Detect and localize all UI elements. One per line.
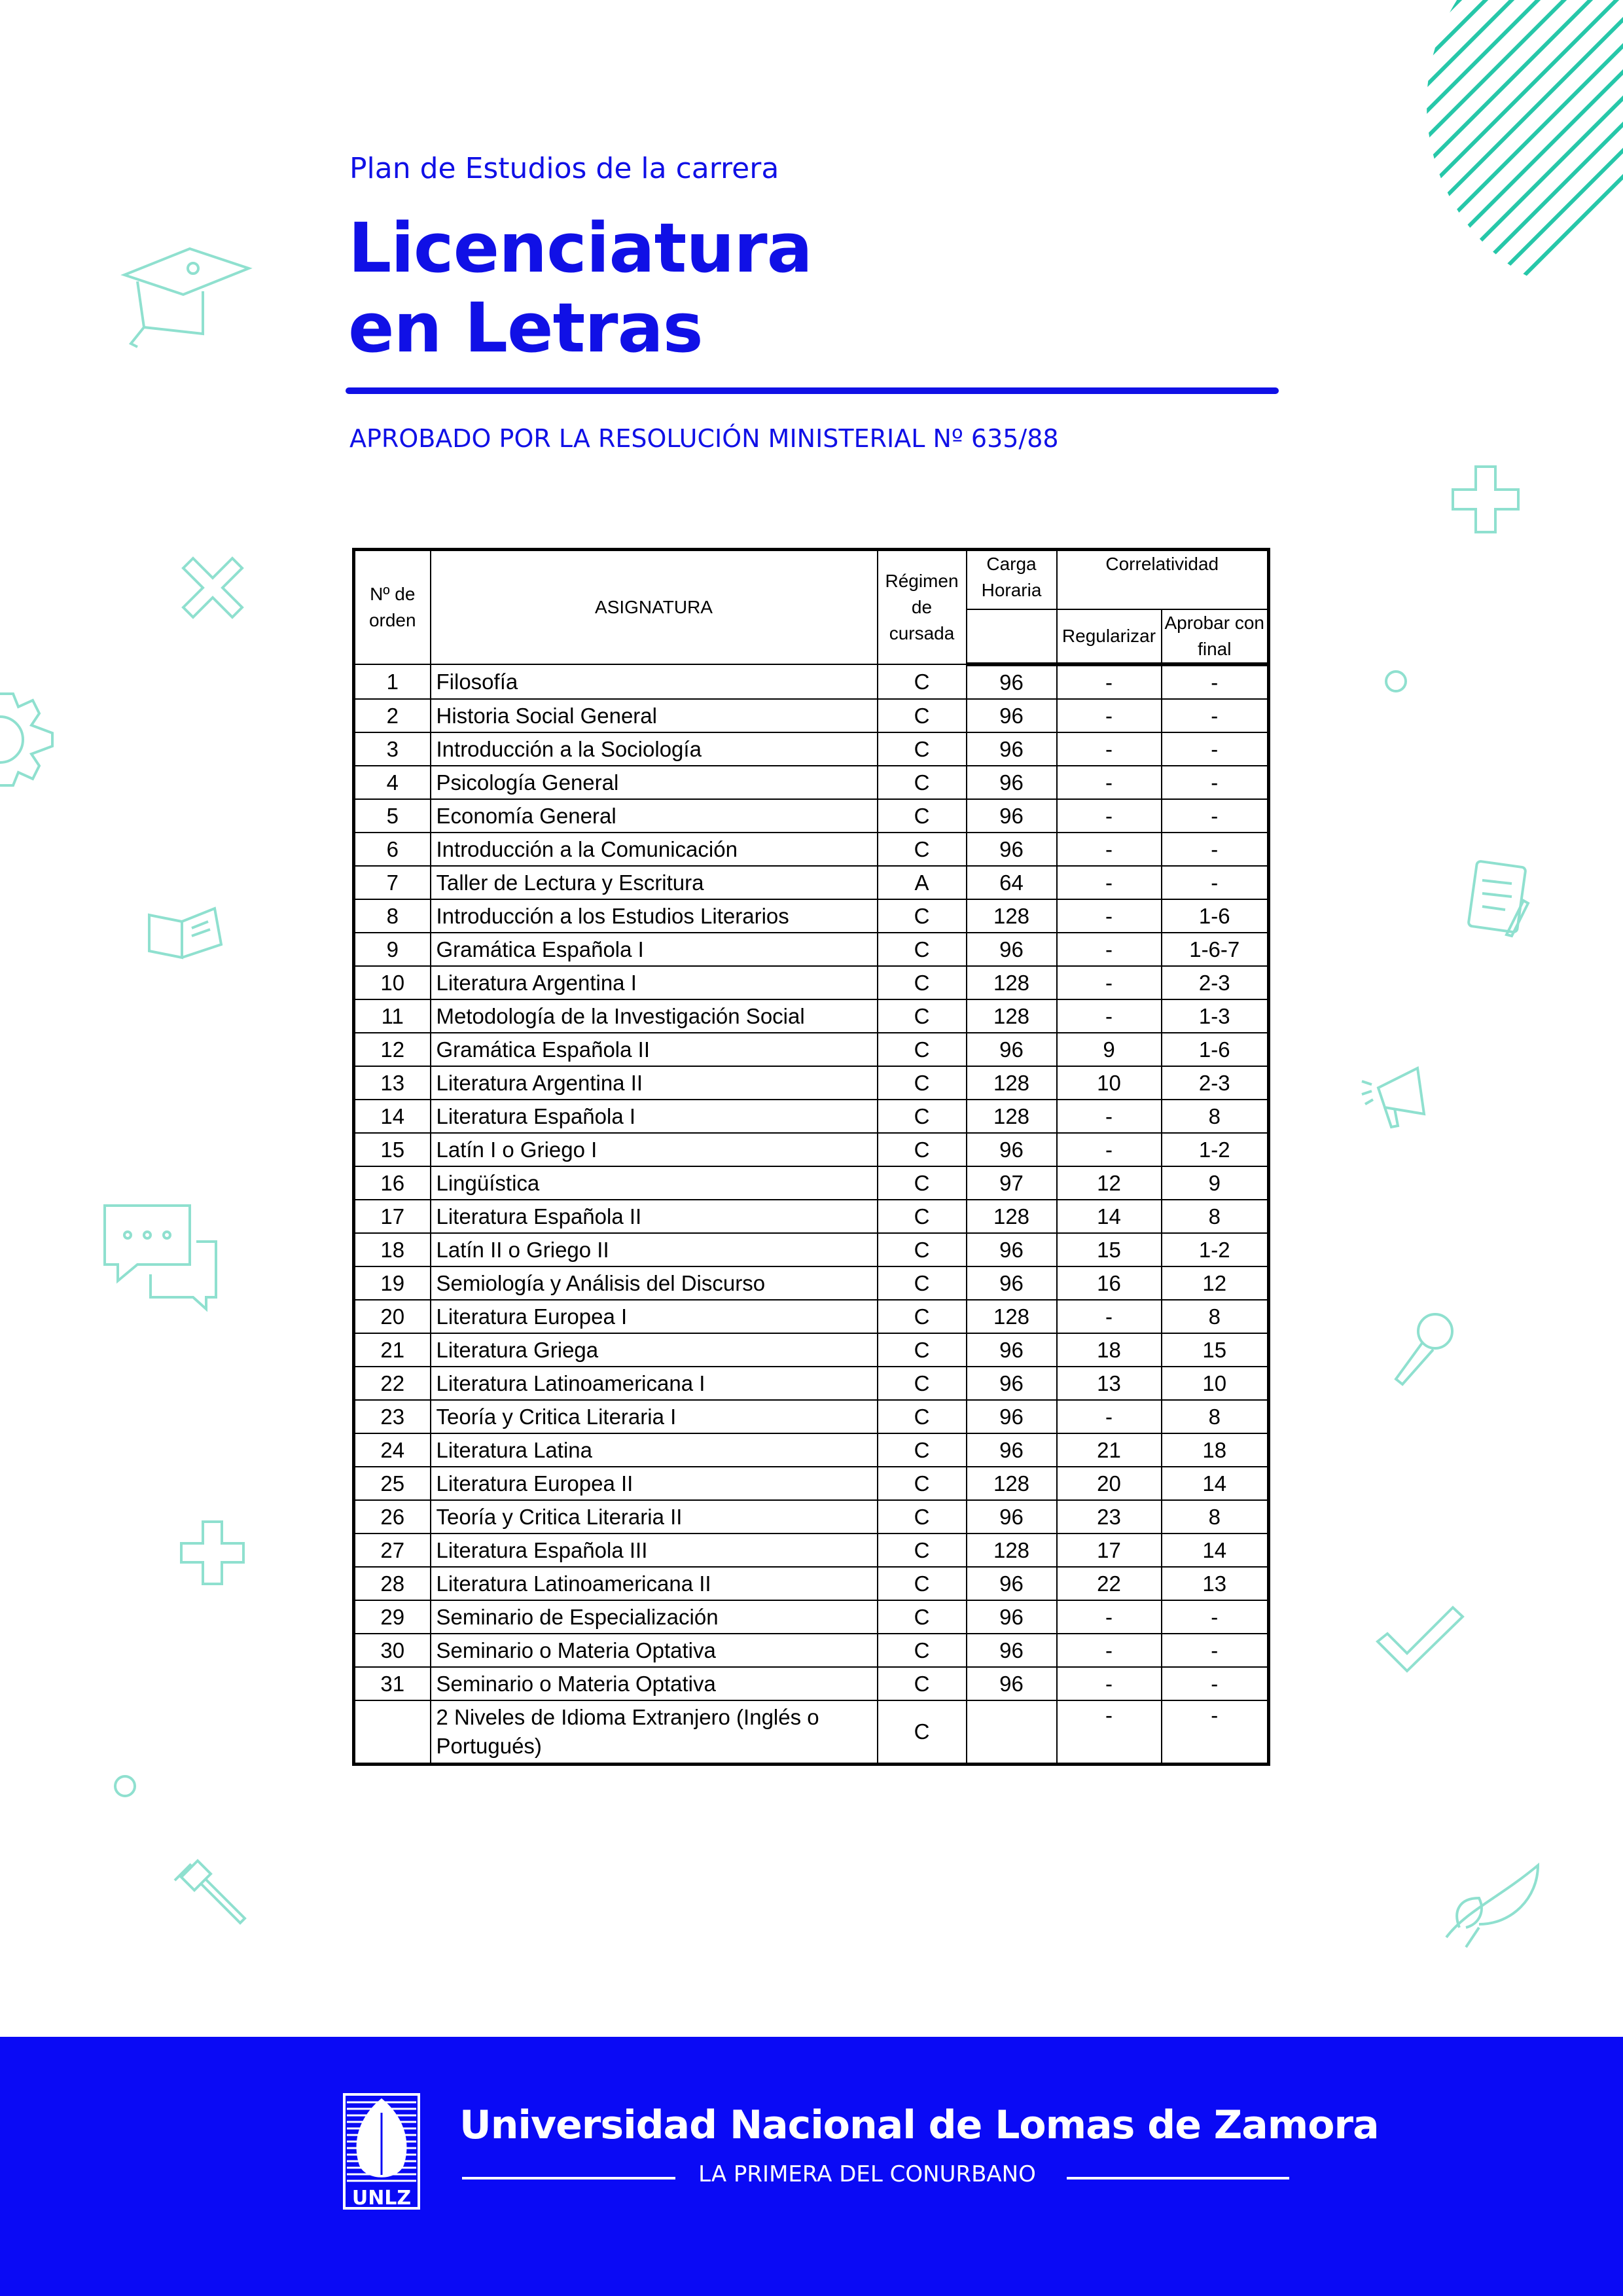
table-row	[354, 1600, 1269, 1634]
subject-cell: Latín I o Griego I	[431, 1133, 878, 1166]
regime-cell: A	[878, 866, 967, 899]
subject-cell: Economía General	[431, 799, 878, 833]
regularize-cell: -	[1057, 1400, 1162, 1433]
regularize-cell: -	[1057, 999, 1162, 1033]
order-cell: 9	[354, 933, 431, 966]
subject-cell: Gramática Española II	[431, 1033, 878, 1066]
hours-cell: 96	[967, 933, 1057, 966]
table-row	[354, 1066, 1269, 1100]
table-row	[354, 999, 1269, 1033]
hours-cell: 96	[967, 732, 1057, 766]
hours-cell: 96	[967, 833, 1057, 866]
title-line-1: Licenciatura	[348, 208, 812, 288]
hours-cell: 97	[967, 1166, 1057, 1200]
subject-cell: Seminario o Materia Optativa	[431, 1667, 878, 1700]
regime-cell: C	[878, 1133, 967, 1166]
hours-cell: 96	[967, 1667, 1057, 1700]
order-cell: 22	[354, 1367, 431, 1400]
regime-cell: C	[878, 1534, 967, 1567]
subject-cell: Taller de Lectura y Escritura	[431, 866, 878, 899]
order-cell: 3	[354, 732, 431, 766]
regularize-cell: -	[1057, 966, 1162, 999]
subject-cell: Literatura Latinoamericana I	[431, 1367, 878, 1400]
hours-cell: 128	[967, 899, 1057, 933]
unlz-logo	[343, 2093, 420, 2210]
final-approval-cell: -	[1162, 1667, 1269, 1700]
table-row	[354, 866, 1269, 899]
clipboard-pencil-icon	[1466, 857, 1538, 942]
header-hours: Carga Horaria	[967, 550, 1057, 610]
plus-icon	[178, 1518, 247, 1587]
regularize-cell: 13	[1057, 1367, 1162, 1400]
hours-cell: 128	[967, 1066, 1057, 1100]
regime-cell: C	[878, 933, 967, 966]
hours-cell: 96	[967, 664, 1057, 699]
regularize-cell: -	[1057, 933, 1162, 966]
order-cell: 31	[354, 1667, 431, 1700]
final-approval-cell: 9	[1162, 1166, 1269, 1200]
final-approval-cell: 15	[1162, 1333, 1269, 1367]
hours-cell: 96	[967, 766, 1057, 799]
final-approval-cell: 8	[1162, 1200, 1269, 1233]
hours-cell: 128	[967, 1300, 1057, 1333]
final-approval-cell: 1-6-7	[1162, 933, 1269, 966]
hours-cell	[967, 1700, 1057, 1765]
order-cell: 23	[354, 1400, 431, 1433]
final-approval-cell: -	[1162, 833, 1269, 866]
university-name: Universidad Nacional de Lomas de Zamora	[459, 2102, 1379, 2148]
subject-cell: Literatura Española II	[431, 1200, 878, 1233]
order-cell: 18	[354, 1233, 431, 1266]
table-row	[354, 1033, 1269, 1066]
page-title	[348, 208, 812, 368]
final-approval-cell: -	[1162, 1700, 1269, 1765]
hours-cell: 128	[967, 1467, 1057, 1500]
order-cell: 13	[354, 1066, 431, 1100]
regularize-cell: -	[1057, 1300, 1162, 1333]
hours-cell: 96	[967, 1367, 1057, 1400]
regularize-cell: 21	[1057, 1433, 1162, 1467]
table-row	[354, 833, 1269, 866]
regularize-cell: -	[1057, 664, 1162, 699]
circle-icon	[113, 1774, 137, 1799]
hours-cell: 96	[967, 1600, 1057, 1634]
order-cell: 17	[354, 1200, 431, 1233]
regularize-cell: 15	[1057, 1233, 1162, 1266]
gear-icon	[0, 681, 59, 798]
hours-cell: 96	[967, 1266, 1057, 1300]
regime-cell: C	[878, 1333, 967, 1367]
hours-cell: 96	[967, 1567, 1057, 1600]
header-regularize: Regularizar	[1057, 609, 1162, 664]
regime-cell: C	[878, 799, 967, 833]
tagline-divider-right	[1067, 2177, 1289, 2179]
order-cell: 8	[354, 899, 431, 933]
order-cell: 20	[354, 1300, 431, 1333]
chat-bubbles-icon	[98, 1199, 219, 1314]
subject-cell: Seminario de Especialización	[431, 1600, 878, 1634]
subject-cell: Psicología General	[431, 766, 878, 799]
diagonal-stripes-decoration	[1394, 0, 1623, 301]
curriculum-table	[352, 548, 1270, 1766]
subject-cell: Literatura Europea I	[431, 1300, 878, 1333]
regime-cell: C	[878, 1100, 967, 1133]
table-row	[354, 699, 1269, 732]
regime-cell: C	[878, 1667, 967, 1700]
order-cell: 19	[354, 1266, 431, 1300]
regularize-cell: 22	[1057, 1567, 1162, 1600]
regularize-cell: -	[1057, 766, 1162, 799]
final-approval-cell: 13	[1162, 1567, 1269, 1600]
final-approval-cell: 12	[1162, 1266, 1269, 1300]
header-hours-blank	[967, 609, 1057, 664]
final-approval-cell: -	[1162, 732, 1269, 766]
subject-cell: Literatura Española III	[431, 1534, 878, 1567]
order-cell: 7	[354, 866, 431, 899]
regime-cell: C	[878, 1433, 967, 1467]
subject-cell: Gramática Española I	[431, 933, 878, 966]
subject-cell: Literatura Española I	[431, 1100, 878, 1133]
page-subtitle: Plan de Estudios de la carrera	[349, 152, 779, 185]
table-row	[354, 1100, 1269, 1133]
regularize-cell: 23	[1057, 1500, 1162, 1534]
subject-cell: Literatura Europea II	[431, 1467, 878, 1500]
order-cell: 15	[354, 1133, 431, 1166]
order-cell: 6	[354, 833, 431, 866]
final-approval-cell: -	[1162, 1634, 1269, 1667]
title-divider	[346, 387, 1279, 394]
subject-cell: Introducción a la Comunicación	[431, 833, 878, 866]
final-approval-cell: 8	[1162, 1100, 1269, 1133]
regime-cell: C	[878, 999, 967, 1033]
subject-cell: Seminario o Materia Optativa	[431, 1634, 878, 1667]
final-approval-cell: 10	[1162, 1367, 1269, 1400]
book-icon	[143, 895, 228, 961]
regularize-cell: -	[1057, 1133, 1162, 1166]
hours-cell: 96	[967, 1333, 1057, 1367]
table-row	[354, 1500, 1269, 1534]
order-cell: 1	[354, 664, 431, 699]
table-row	[354, 1266, 1269, 1300]
table-row	[354, 1166, 1269, 1200]
hours-cell: 128	[967, 1100, 1057, 1133]
table-row	[354, 966, 1269, 999]
subject-cell: 2 Niveles de Idioma Extranjero (Inglés o Portugués)	[431, 1700, 878, 1765]
university-tagline: LA PRIMERA DEL CONURBANO	[698, 2161, 1036, 2187]
subject-cell: Literatura Griega	[431, 1333, 878, 1367]
regularize-cell: -	[1057, 1634, 1162, 1667]
table-row	[354, 1433, 1269, 1467]
final-approval-cell: -	[1162, 766, 1269, 799]
table-row	[354, 1200, 1269, 1233]
table-row	[354, 1467, 1269, 1500]
order-cell: 30	[354, 1634, 431, 1667]
regime-cell: C	[878, 1033, 967, 1066]
table-row	[354, 732, 1269, 766]
regularize-cell: 9	[1057, 1033, 1162, 1066]
regime-cell: C	[878, 1700, 967, 1765]
table-row	[354, 1300, 1269, 1333]
final-approval-cell: -	[1162, 1600, 1269, 1634]
regularize-cell: -	[1057, 1700, 1162, 1765]
final-approval-cell: 1-2	[1162, 1133, 1269, 1166]
subject-cell: Teoría y Critica Literaria I	[431, 1400, 878, 1433]
final-approval-cell: 1-2	[1162, 1233, 1269, 1266]
table-row	[354, 1367, 1269, 1400]
regime-cell: C	[878, 699, 967, 732]
regularize-cell: -	[1057, 1600, 1162, 1634]
final-approval-cell: 2-3	[1162, 1066, 1269, 1100]
hours-cell: 96	[967, 1233, 1057, 1266]
regularize-cell: -	[1057, 899, 1162, 933]
table-row	[354, 899, 1269, 933]
final-approval-cell: 2-3	[1162, 966, 1269, 999]
regime-cell: C	[878, 766, 967, 799]
hours-cell: 96	[967, 799, 1057, 833]
hours-cell: 128	[967, 966, 1057, 999]
regime-cell: C	[878, 1400, 967, 1433]
final-approval-cell: 8	[1162, 1400, 1269, 1433]
regime-cell: C	[878, 1467, 967, 1500]
hours-cell: 96	[967, 1433, 1057, 1467]
regularize-cell: -	[1057, 1100, 1162, 1133]
final-approval-cell: -	[1162, 866, 1269, 899]
hours-cell: 128	[967, 999, 1057, 1033]
final-approval-cell: 14	[1162, 1467, 1269, 1500]
subject-cell: Literatura Latina	[431, 1433, 878, 1467]
microphone-icon	[1386, 1310, 1458, 1389]
subject-cell: Literatura Argentina I	[431, 966, 878, 999]
regularize-cell: -	[1057, 866, 1162, 899]
subject-cell: Latín II o Griego II	[431, 1233, 878, 1266]
final-approval-cell: 14	[1162, 1534, 1269, 1567]
header-correlativity: Correlatividad	[1057, 550, 1269, 610]
final-approval-cell: -	[1162, 699, 1269, 732]
regime-cell: C	[878, 1634, 967, 1667]
order-cell: 4	[354, 766, 431, 799]
table-row	[354, 1233, 1269, 1266]
regularize-cell: -	[1057, 699, 1162, 732]
regularize-cell: 18	[1057, 1333, 1162, 1367]
order-cell: 25	[354, 1467, 431, 1500]
title-line-2: en Letras	[348, 288, 703, 368]
header-order: Nº de orden	[354, 550, 431, 665]
order-cell: 24	[354, 1433, 431, 1467]
subject-cell: Semiología y Análisis del Discurso	[431, 1266, 878, 1300]
table-row	[354, 1400, 1269, 1433]
megaphone-icon	[1359, 1062, 1437, 1134]
subject-cell: Literatura Latinoamericana II	[431, 1567, 878, 1600]
final-approval-cell: -	[1162, 799, 1269, 833]
regime-cell: C	[878, 732, 967, 766]
graduation-cap-icon	[118, 236, 255, 353]
subject-cell: Introducción a la Sociología	[431, 732, 878, 766]
hours-cell: 96	[967, 1634, 1057, 1667]
table-row	[354, 766, 1269, 799]
table-row	[354, 1133, 1269, 1166]
subject-cell: Historia Social General	[431, 699, 878, 732]
regime-cell: C	[878, 1567, 967, 1600]
final-approval-cell: 1-6	[1162, 1033, 1269, 1066]
approval-resolution: APROBADO POR LA RESOLUCIÓN MINISTERIAL Nº 635/88	[349, 424, 1059, 453]
regularize-cell: -	[1057, 833, 1162, 866]
order-cell: 12	[354, 1033, 431, 1066]
order-cell: 10	[354, 966, 431, 999]
regularize-cell: -	[1057, 1667, 1162, 1700]
regularize-cell: -	[1057, 799, 1162, 833]
subject-cell: Introducción a los Estudios Literarios	[431, 899, 878, 933]
regularize-cell: 17	[1057, 1534, 1162, 1567]
order-cell	[354, 1700, 431, 1765]
final-approval-cell: -	[1162, 664, 1269, 699]
subject-cell: Metodología de la Investigación Social	[431, 999, 878, 1033]
table-row	[354, 1700, 1269, 1765]
regime-cell: C	[878, 664, 967, 699]
order-cell: 29	[354, 1600, 431, 1634]
table-row	[354, 799, 1269, 833]
order-cell: 26	[354, 1500, 431, 1534]
regularize-cell: 14	[1057, 1200, 1162, 1233]
hours-cell: 96	[967, 1033, 1057, 1066]
regime-cell: C	[878, 1600, 967, 1634]
regime-cell: C	[878, 1066, 967, 1100]
regime-cell: C	[878, 966, 967, 999]
regime-cell: C	[878, 1266, 967, 1300]
hours-cell: 96	[967, 1400, 1057, 1433]
tagline-divider-left	[462, 2177, 675, 2179]
header-regime: Régimen de cursada	[878, 550, 967, 665]
order-cell: 5	[354, 799, 431, 833]
table-row	[354, 1667, 1269, 1700]
hours-cell: 96	[967, 699, 1057, 732]
final-approval-cell: 8	[1162, 1500, 1269, 1534]
regime-cell: C	[878, 833, 967, 866]
regime-cell: C	[878, 1500, 967, 1534]
hours-cell: 64	[967, 866, 1057, 899]
regularize-cell: 10	[1057, 1066, 1162, 1100]
order-cell: 16	[354, 1166, 431, 1200]
order-cell: 27	[354, 1534, 431, 1567]
table-body	[354, 664, 1269, 1765]
regime-cell: C	[878, 1300, 967, 1333]
subject-cell: Lingüística	[431, 1166, 878, 1200]
subject-cell: Filosofía	[431, 664, 878, 699]
final-approval-cell: 1-6	[1162, 899, 1269, 933]
hours-cell: 128	[967, 1534, 1057, 1567]
subject-cell: Literatura Argentina II	[431, 1066, 878, 1100]
circle-icon	[1383, 669, 1408, 694]
regularize-cell: -	[1057, 732, 1162, 766]
regime-cell: C	[878, 1367, 967, 1400]
final-approval-cell: 1-3	[1162, 999, 1269, 1033]
header-approve: Aprobar con final	[1162, 609, 1269, 664]
gavel-icon	[171, 1851, 250, 1929]
leaf-icon	[1440, 1859, 1544, 1950]
regime-cell: C	[878, 1233, 967, 1266]
hours-cell: 96	[967, 1133, 1057, 1166]
regime-cell: C	[878, 899, 967, 933]
table-row	[354, 1567, 1269, 1600]
order-cell: 28	[354, 1567, 431, 1600]
regularize-cell: 20	[1057, 1467, 1162, 1500]
subject-cell: Teoría y Critica Literaria II	[431, 1500, 878, 1534]
table-row	[354, 1333, 1269, 1367]
order-cell: 2	[354, 699, 431, 732]
regularize-cell: 12	[1057, 1166, 1162, 1200]
order-cell: 11	[354, 999, 431, 1033]
order-cell: 21	[354, 1333, 431, 1367]
checkmark-icon	[1374, 1602, 1466, 1674]
final-approval-cell: 8	[1162, 1300, 1269, 1333]
logo-text: UNLZ	[351, 2187, 412, 2210]
table-row	[354, 664, 1269, 699]
times-icon	[180, 555, 245, 620]
regime-cell: C	[878, 1166, 967, 1200]
hours-cell: 96	[967, 1500, 1057, 1534]
regime-cell: C	[878, 1200, 967, 1233]
regularize-cell: 16	[1057, 1266, 1162, 1300]
hours-cell: 128	[967, 1200, 1057, 1233]
header-subject: ASIGNATURA	[431, 550, 878, 665]
plus-icon	[1450, 463, 1522, 535]
table-row	[354, 933, 1269, 966]
table-row	[354, 1534, 1269, 1567]
order-cell: 14	[354, 1100, 431, 1133]
table-row	[354, 1634, 1269, 1667]
final-approval-cell: 18	[1162, 1433, 1269, 1467]
